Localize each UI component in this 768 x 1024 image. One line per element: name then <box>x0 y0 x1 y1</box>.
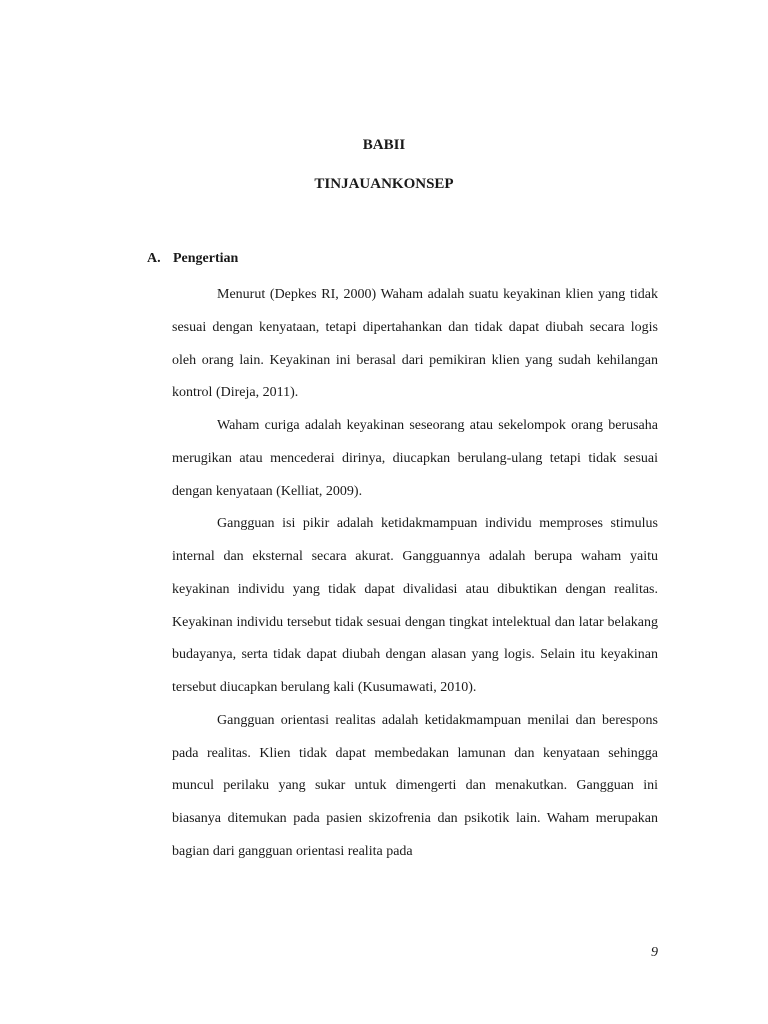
chapter-title: BABII <box>362 137 406 153</box>
chapter-subtitle: TINJAUANKONSEP <box>314 176 454 192</box>
section-heading <box>147 251 238 267</box>
paragraph: Gangguan isi pikir adalah ketidakmampuan individu memproses stimulus internal dan eksternal secara akurat. Gangguannya adalah berupa waham yaitu keyakinan individu yang tidak dapat divalidasi atau dibuktikan dengan realitas. Keyakinan individu tersebut tidak sesuai dengan tingkat intelektual dan latar belakang budayanya, serta tidak dapat diubah dengan alasan yang logis. Selain itu keyakinan tersebut diucapkan berulang kali (Kusumawati, 2010). <box>172 516 658 695</box>
paragraph: Gangguan orientasi realitas adalah ketidakmampuan menilai dan berespons pada realitas. Klien tidak dapat membedakan lamunan dan kenyataan sehingga muncul perilaku yang sukar untuk dimengerti dan menakutkan. Gangguan ini biasanya ditemukan pada pasien skizofrenia dan psikotik lain. Waham merupakan bagian dari gangguan orientasi realita pada <box>172 712 658 859</box>
page-number: 9 <box>651 945 658 960</box>
body-text <box>172 279 658 869</box>
section-number: A. <box>147 251 161 266</box>
paragraph: Menurut (Depkes RI, 2000) Waham adalah suatu keyakinan klien yang tidak sesuai dengan kenyataan, tetapi dipertahankan dan tidak dapat diubah secara logis oleh orang lain. Keyakinan ini berasal dari pemikiran klien yang sudah kehilangan kontrol (Direja, 2011). <box>172 287 658 401</box>
paragraph: Waham curiga adalah keyakinan seseorang atau sekelompok orang berusaha merugikan atau mencederai dirinya, diucapkan berulang-ulang tetapi tidak sesuai dengan kenyataan (Kelliat, 2009). <box>172 418 658 499</box>
section-title: Pengertian <box>173 251 239 266</box>
